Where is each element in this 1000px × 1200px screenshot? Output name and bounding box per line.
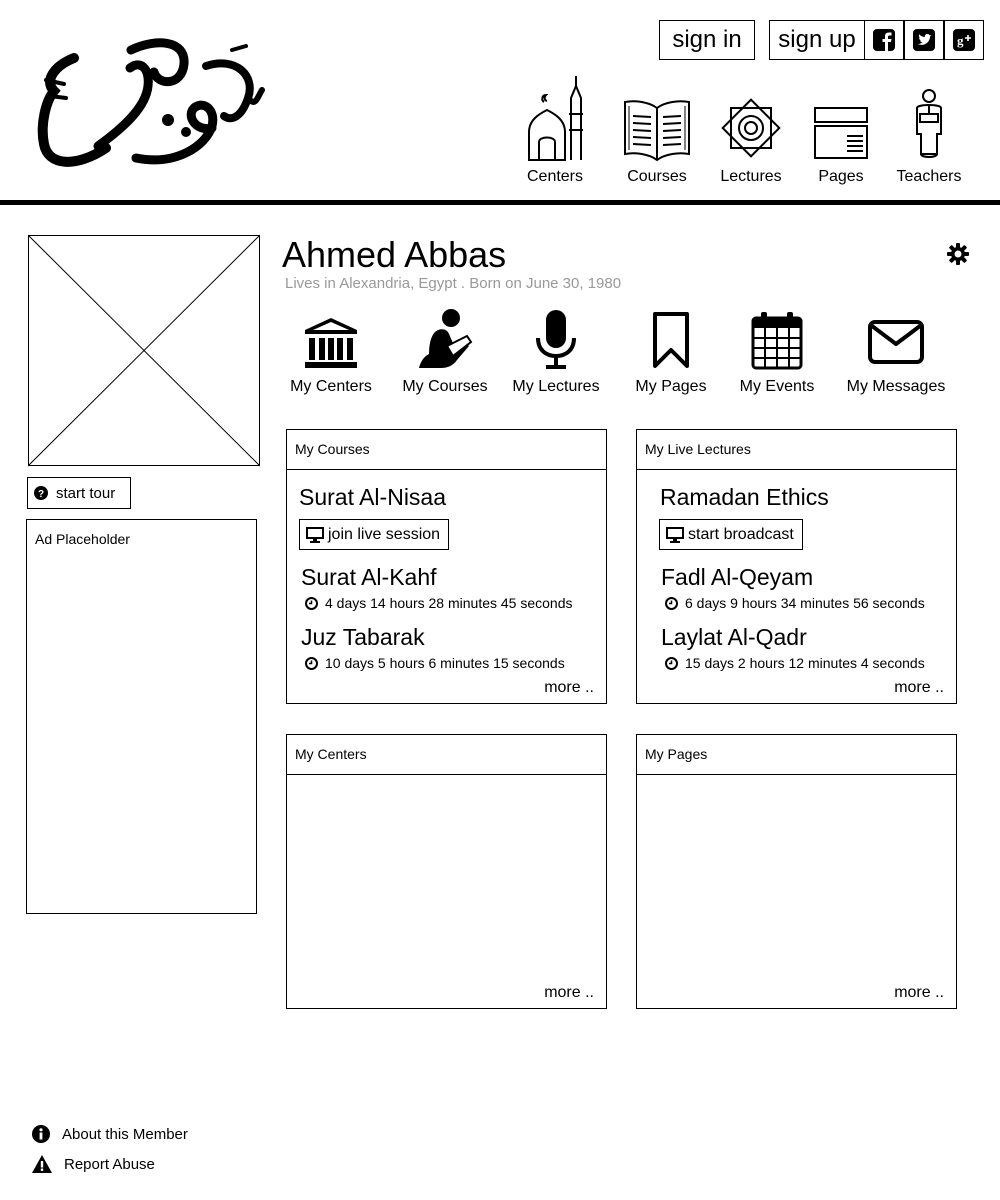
my-live-lectures-panel-title: My Live Lectures [637,430,956,470]
course-title[interactable]: Juz Tabarak [301,624,425,650]
google-plus-icon [953,29,975,51]
course-countdown [305,595,573,611]
my-pages-panel [636,734,957,1009]
start-broadcast-button[interactable] [659,519,803,550]
report-abuse-link[interactable] [32,1155,155,1173]
my-centers-more-link[interactable]: more .. [544,984,594,1001]
svg-text:g: g [957,33,964,48]
course-title[interactable]: Surat Al-Kahf [301,564,437,590]
sign-in-button[interactable]: sign in [659,20,755,60]
lecture-title[interactable]: Ramadan Ethics [660,484,829,510]
svg-text:?: ? [37,489,45,500]
info-icon [32,1125,50,1143]
quick-nav-my-messages[interactable] [845,308,947,396]
quick-nav-my-events[interactable] [739,308,815,396]
warning-icon [32,1155,52,1173]
quick-nav-my-pages-label: My Pages [635,378,707,395]
question-circle-icon [34,486,48,500]
nav-pages-label: Pages [818,168,864,185]
report-abuse-label: Report Abuse [64,1155,155,1173]
quick-nav-my-messages-label: My Messages [846,378,946,395]
profile-name: Ahmed Abbas [282,234,507,275]
envelope-icon [868,308,924,370]
lecture-countdown [665,655,925,671]
nav-centers[interactable] [523,70,587,186]
profile-subtitle: Lives in Alexandria, Egypt . Born on June 30, 1980 [285,275,622,292]
lecture-countdown-text: 6 days 9 hours 34 minutes 56 seconds [685,595,925,611]
clock-icon [665,597,678,610]
about-member-link[interactable] [32,1125,188,1143]
join-live-session-label: join live session [328,525,441,543]
my-centers-panel-title: My Centers [287,735,606,775]
profile-photo-placeholder [28,235,260,467]
my-centers-panel [286,734,607,1009]
nav-lectures-label: Lectures [720,168,782,185]
start-tour-button[interactable] [27,477,131,509]
mosque-icon [525,70,585,162]
gear-icon[interactable] [946,242,970,266]
my-live-lectures-more-link[interactable]: more .. [894,679,944,696]
start-broadcast-label: start broadcast [688,525,794,543]
logo-calligraphy[interactable] [36,36,271,176]
monitor-icon [306,527,324,543]
quick-nav-my-centers[interactable] [288,308,374,396]
nav-courses-label: Courses [627,168,687,185]
my-courses-more-link[interactable]: more .. [544,679,594,696]
course-countdown-text: 10 days 5 hours 6 minutes 15 seconds [325,655,565,671]
course-title[interactable]: Surat Al-Nisaa [299,484,447,510]
my-pages-more-link[interactable]: more .. [894,984,944,1001]
quick-nav-my-events-label: My Events [739,378,815,395]
nav-pages[interactable] [810,70,872,186]
my-pages-panel-title: My Pages [637,735,956,775]
microphone-icon [528,308,584,370]
quick-nav-my-lectures-label: My Lectures [512,378,600,395]
quick-nav-my-pages[interactable] [634,308,708,396]
nav-courses[interactable] [622,70,692,186]
calendar-icon [749,308,805,370]
my-courses-panel-title: My Courses [287,430,606,470]
clock-icon [305,657,318,670]
google-plus-button[interactable] [944,20,984,60]
quick-nav-my-centers-label: My Centers [290,378,372,395]
star-emblem-icon [720,70,782,162]
lecture-countdown-text: 15 days 2 hours 12 minutes 4 seconds [685,655,925,671]
my-courses-panel [286,429,607,704]
facebook-button[interactable] [864,20,904,60]
sign-up-button[interactable]: sign up [769,20,865,60]
teacher-icon [909,70,949,162]
lecture-title[interactable]: Laylat Al-Qadr [661,624,807,650]
ad-placeholder-label: Ad Placeholder [35,531,130,547]
quick-nav-my-courses-label: My Courses [402,378,488,395]
join-live-session-button[interactable] [299,519,449,550]
quick-nav-my-lectures[interactable] [511,308,601,396]
clock-icon [665,657,678,670]
twitter-button[interactable] [904,20,944,60]
lecture-title[interactable]: Fadl Al-Qeyam [661,564,814,590]
ad-placeholder [26,519,257,914]
course-countdown-text: 4 days 14 hours 28 minutes 45 seconds [325,595,573,611]
header-divider [0,200,1000,205]
nav-centers-label: Centers [526,168,584,185]
bookmark-icon [643,308,699,370]
page-icon [811,70,871,162]
course-countdown [305,655,565,671]
book-icon [623,70,691,162]
twitter-icon [913,29,935,51]
my-live-lectures-panel [636,429,957,704]
clock-icon [305,597,318,610]
nav-teachers[interactable] [896,70,962,186]
facebook-icon [873,29,895,51]
nav-lectures[interactable] [718,70,784,186]
nav-teachers-label: Teachers [896,168,962,185]
reader-icon [417,308,473,370]
lecture-countdown [665,595,925,611]
bank-icon [303,308,359,370]
quick-nav-my-courses[interactable] [401,308,489,396]
about-member-label: About this Member [62,1125,188,1143]
monitor-icon [666,527,684,543]
start-tour-label: start tour [56,484,116,502]
